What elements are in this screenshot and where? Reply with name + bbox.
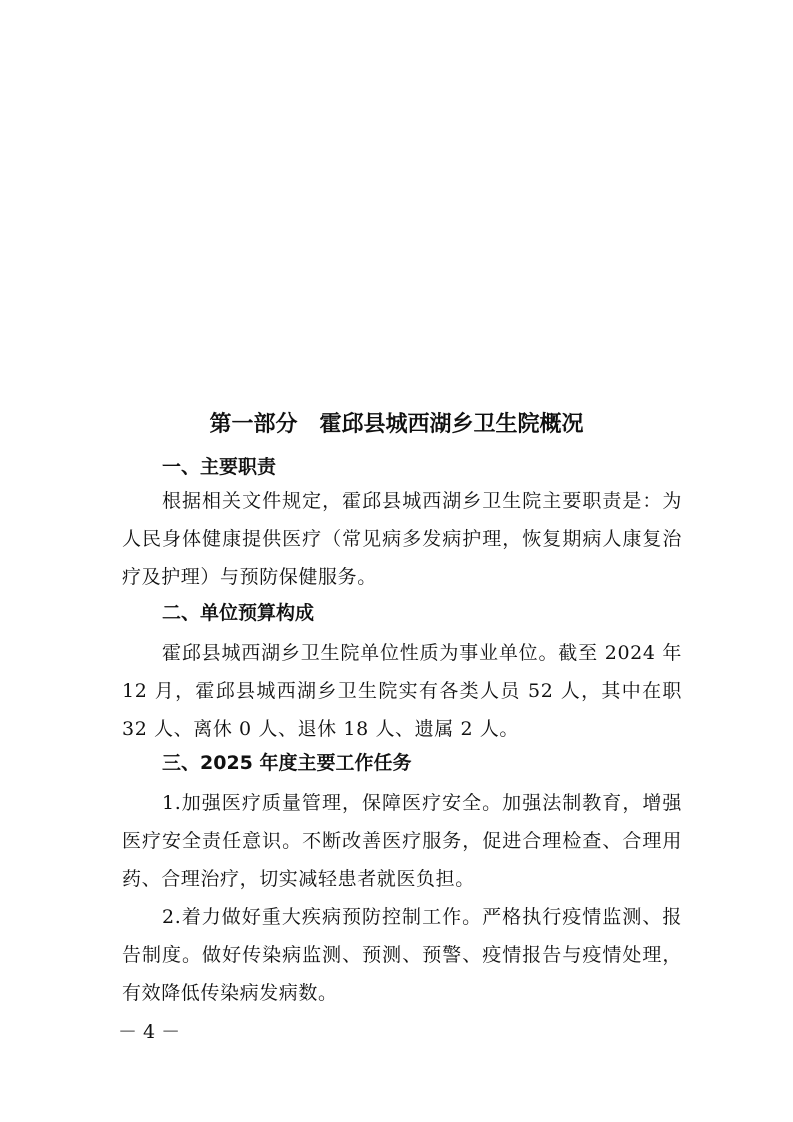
section-heading-budget-composition: 二、单位预算构成 [162,602,315,624]
page-number: － 4 － [118,1021,181,1043]
section-heading-main-tasks: 三、2025 年度主要工作任务 [162,752,412,774]
section-heading-duties: 一、主要职责 [162,456,277,478]
paragraph-budget-composition: 霍邱县城西湖乡卫生院单位性质为事业单位。截至 2024 年 12 月，霍邱县城西湖乡卫生院实有各类人员 52 人，其中在职 32 人、离休 0 人、退休 18 人、遗属 2 人。 [122,642,682,740]
page-title: 第一部分 霍邱县城西湖乡卫生院概况 [209,412,584,437]
paragraph-task-1: 1.加强医疗质量管理，保障医疗安全。加强法制教育，增强医疗安全责任意识。不断改善医疗服务，促进合理检查、合理用药、合理治疗，切实减轻患者就医负担。 [122,792,682,890]
paragraph-duties: 根据相关文件规定，霍邱县城西湖乡卫生院主要职责是：为人民身体健康提供医疗（常见病多发病护理，恢复期病人康复治疗及护理）与预防保健服务。 [122,490,682,588]
paragraph-task-2: 2.着力做好重大疾病预防控制工作。严格执行疫情监测、报告制度。做好传染病监测、预测、预警、疫情报告与疫情处理，有效降低传染病发病数。 [122,906,682,1004]
